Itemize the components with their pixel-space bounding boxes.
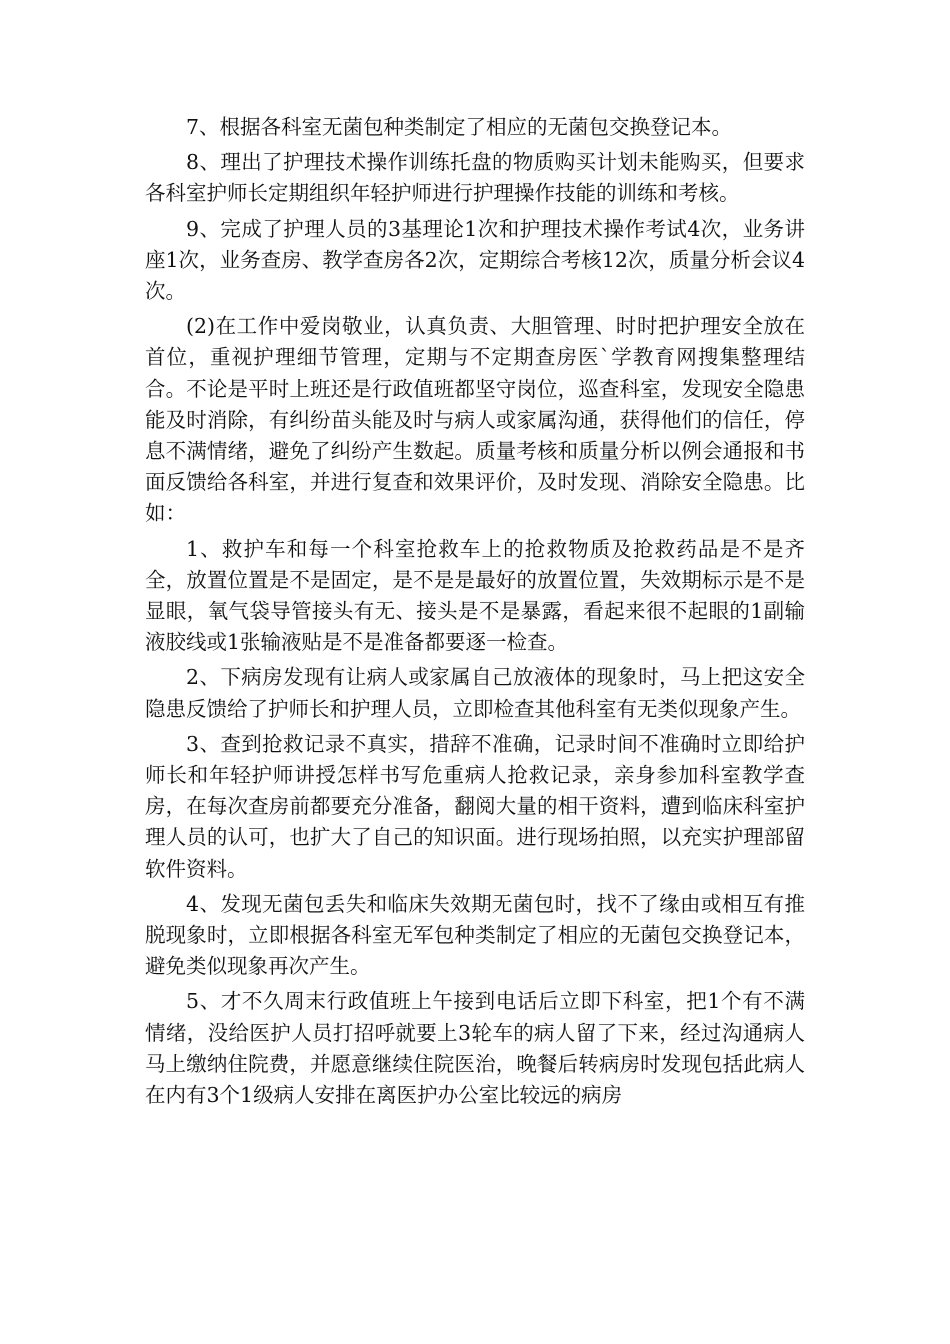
paragraph-example-5: 5、才不久周末行政值班上午接到电话后立即下科室，把1个有不满情绪，没给医护人员打招呼就要上3轮车的病人留了下来，经过沟通病人马上缴纳住院费，并愿意继续住院医治，晚餐后转病房时发现包括此病人在内有3个1级病人安排在离医护办公室比较远的病房 [145, 989, 805, 1108]
paragraph-example-4: 4、发现无菌包丢失和临床失效期无菌包时，找不了缘由或相互有推脱现象时，立即根据各科室无军包种类制定了相应的无菌包交换登记本，避免类似现象再次产生。 [145, 891, 805, 979]
paragraph-example-2: 2、下病房发现有让病人或家属自己放液体的现象时，马上把这安全隐患反馈给了护师长和护理人员，立即检查其他科室有无类似现象产生。 [145, 665, 805, 721]
paragraph-item-7: 7、根据各科室无菌包种类制定了相应的无菌包交换登记本。 [186, 115, 733, 139]
paragraph-item-8: 8、理出了护理技术操作训练托盘的物质购买计划未能购买，但要求各科室护师长定期组织年轻护师进行护理操作技能的训练和考核。 [145, 150, 805, 206]
paragraph-example-1: 1、救护车和每一个科室抢救车上的抢救物质及抢救药品是不是齐全，放置位置是不是固定，是不是是最好的放置位置，失效期标示是不是显眼，氧气袋导管接头有无、接头是不是暴露，看起来很不起眼的1副输液胶线或1张输液贴是不是准备都要逐一检查。 [145, 536, 805, 655]
paragraph-section-2: (2)在工作中爱岗敬业，认真负责、大胆管理、时时把护理安全放在首位，重视护理细节管理，定期与不定期查房医`学教育网搜集整理结合。不论是平时上班还是行政值班都坚守岗位，巡查科室，发现安全隐患能及时消除，有纠纷苗头能及时与病人或家属沟通，获得他们的信任，停息不满情绪，避免了纠纷产生数起。质量考核和质量分析以例会通报和书面反馈给各科室，并进行复查和效果评价，及时发现、消除安全隐患。比如： [145, 314, 805, 526]
paragraph-item-9: 9、完成了护理人员的3基理论1次和护理技术操作考试4次，业务讲座1次，业务查房、教学查房各2次，定期综合考核12次，质量分析会议4次。 [145, 216, 805, 304]
document-body [145, 112, 805, 1115]
paragraph-example-3: 3、查到抢救记录不真实，措辞不准确，记录时间不准确时立即给护师长和年轻护师讲授怎样书写危重病人抢救记录，亲身参加科室教学查房，在每次查房前都要充分准备，翻阅大量的相干资料，遭到临床科室护理人员的认可，也扩大了自己的知识面。进行现场拍照，以充实护理部留软件资料。 [145, 731, 805, 881]
